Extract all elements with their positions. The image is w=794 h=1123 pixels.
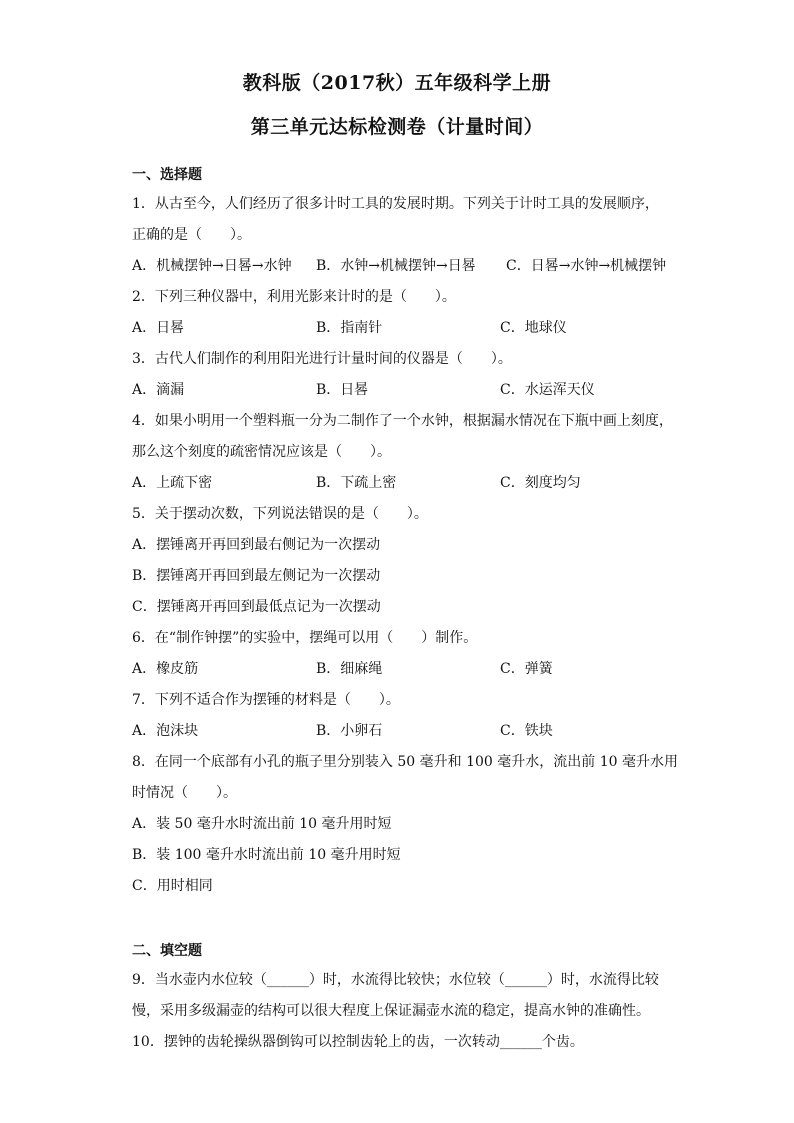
question-stem: 4．如果小明用一个塑料瓶一分为二制作了一个水钟，根据漏水情况在下瓶中画上刻度， (132, 413, 673, 429)
option-b: B．日晷 (316, 382, 369, 398)
fill-question-line: 慢，采用多级漏壶的结构可以很大程度上保证漏壶水流的稳定，提高水钟的准确性。 (132, 1003, 650, 1019)
fill-question-line: 9．当水壶内水位较（______）时，水流得比较快；水位较（______）时，水流得比较 (132, 972, 659, 988)
fill-question-line: 10．摆钟的齿轮操纵器倒钩可以控制齿轮上的齿，一次转动______个齿。 (132, 1034, 584, 1050)
option-b: B．指南针 (316, 320, 383, 336)
option-a: A．橡皮筋 (132, 661, 199, 677)
option-a: A．泡沫块 (132, 723, 199, 739)
exam-title: 教科版（2017秋）五年级科学上册 (242, 72, 552, 94)
question-stem: 6．在“制作钟摆”的实验中，摆绳可以用（ ）制作。 (132, 630, 478, 646)
question-stem: 1．从古至今，人们经历了很多计时工具的发展时期。下列关于计时工具的发展顺序， (132, 196, 659, 212)
option-a: A．机械摆钟→日晷→水钟 (132, 258, 292, 274)
question-stem: 8．在同一个底部有小孔的瓶子里分别装入 50 毫升和 100 毫升水，流出前 10 毫升水用 (132, 754, 678, 770)
option-c: C．用时相同 (132, 878, 213, 894)
question-options (132, 468, 672, 499)
option-c: C．摆锤离开再回到最低点记为一次摆动 (132, 599, 381, 615)
option-b: B．摆锤离开再回到最左侧记为一次摆动 (132, 568, 381, 584)
option-c: C．地球仪 (500, 320, 567, 336)
option-a: A．摆锤离开再回到最右侧记为一次摆动 (132, 537, 381, 553)
section-heading-choice: 一、选择题 (132, 167, 202, 183)
option-c: C．刻度均匀 (500, 475, 581, 491)
question-stem: 那么这个刻度的疏密情况应该是（ ）。 (132, 444, 391, 460)
question-stem: 2．下列三种仪器中，利用光影来计时的是（ ）。 (132, 289, 456, 305)
question-options (132, 375, 672, 406)
option-a: A．上疏下密 (132, 475, 213, 491)
question-stem: 3．古代人们制作的利用阳光进行计量时间的仪器是（ ）。 (132, 351, 512, 367)
section-heading-fill: 二、填空题 (132, 943, 202, 959)
exam-subtitle: 第三单元达标检测卷（计量时间） (250, 116, 544, 138)
question-options (132, 716, 672, 747)
question-stem: 5．关于摆动次数，下列说法错误的是（ ）。 (132, 506, 428, 522)
option-c: C．铁块 (500, 723, 553, 739)
option-b: B．装 100 毫升水时流出前 10 毫升用时短 (132, 847, 401, 863)
option-b: B．水钟→机械摆钟→日晷 (316, 258, 476, 274)
option-b: B．下疏上密 (316, 475, 397, 491)
question-options (132, 313, 672, 344)
question-stem: 正确的是（ ）。 (132, 227, 251, 243)
option-a: A．日晷 (132, 320, 185, 336)
exam-content (132, 162, 678, 1058)
option-c: C．日晷→水钟→机械摆钟 (506, 258, 667, 274)
question-options (132, 654, 672, 685)
option-a: A．装 50 毫升水时流出前 10 毫升用时短 (132, 816, 392, 832)
option-c: C．弹簧 (500, 661, 553, 677)
option-b: B．小卵石 (316, 723, 383, 739)
question-options (132, 251, 672, 282)
option-c: C．水运浑天仪 (500, 382, 595, 398)
option-a: A．滴漏 (132, 382, 185, 398)
question-stem: 7．下列不适合作为摆锤的材料是（ ）。 (132, 692, 400, 708)
option-b: B．细麻绳 (316, 661, 383, 677)
question-stem: 时情况（ ）。 (132, 785, 237, 801)
